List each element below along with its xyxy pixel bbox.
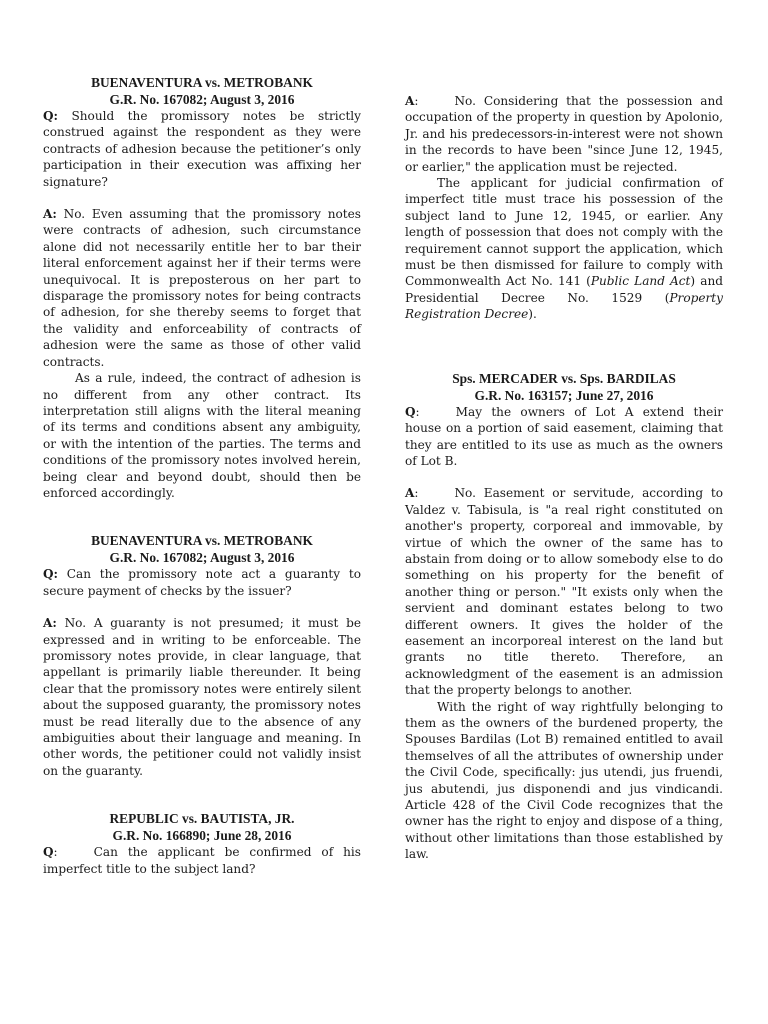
- question-label: Q:: [43, 567, 58, 582]
- statute-name: Property Registration Decree: [405, 290, 723, 322]
- answer-text: ).: [528, 307, 537, 322]
- question-label: Q: [405, 404, 416, 419]
- answer-paragraph: As a rule, indeed, the contract of adhesion is no different from any other contract. Its interpretation still aligns with the literal meaning of its terms and conditions absent any ambiguity, or with the intention of the parties. The terms and conditions of the promissory notes involved herein, being clear and beyond doubt, should then be enforced accordingly.: [43, 371, 361, 500]
- answer-label: A: [405, 486, 415, 501]
- question: [405, 404, 723, 470]
- case-grno: G.R. No. 163157; June 27, 2016: [474, 387, 654, 403]
- answer-label: A: [405, 94, 415, 108]
- case-grno: G.R. No. 167082; August 3, 2016: [109, 92, 295, 107]
- answer-text: No. Easement or servitude, according to Valdez v. Tabisula, is "a real right constituted on another's property, corporeal and immovable, by virtue of which the owner of the same has to abstain from doing or to allow somebody else to do something on his property for the benefit of another thing or person." "It exists only when the servient and dominant estates belong to two different owners. It gives the holder of the easement an incorporeal interest on the land but grants no title thereto. Therefore, an acknowledgment of the easement is an admission that the property belongs to another.: [405, 486, 723, 698]
- question: [43, 566, 361, 599]
- answer-text: The applicant for judicial confirmation of imperfect title must trace his possession of the subject land to June 12, 1945, or earlier. Any length of possession that does not comply with the requirement cannot support the application, which must be then dismissed for failure to comply with Commonwealth Act No. 141 (: [405, 176, 723, 289]
- answer: [43, 615, 361, 779]
- answer-colon: :: [414, 486, 419, 501]
- question-text: Should the promissory notes be strictly construed against the respondent as they were contracts of adhesion because the petitioner’s only participation in their execution was affixing her signature?: [43, 109, 361, 189]
- answer-colon: :: [414, 94, 419, 108]
- question: [43, 108, 361, 190]
- case-grno: G.R. No. 166890; June 28, 2016: [112, 828, 292, 844]
- question: [43, 844, 361, 877]
- answer-paragraph: With the right of way rightfully belonging to them as the owners of the burdened property, the Spouses Bardilas (Lot B) remained entitled to avail themselves of all the attributes of ownership under the Civil Code, specifically: jus utendi, jus fruendi, jus abutendi, jus disponendi and jus vindicandi. Article 428 of the Civil Code recognizes that the owner has the right to enjoy and dispose of a thing, without other limitations than those established by law.: [405, 699, 723, 862]
- answer-text: ) and Presidential Decree No. 1529 (: [405, 274, 723, 305]
- question-colon: :: [53, 845, 58, 860]
- answer: [405, 485, 723, 698]
- case-grno: G.R. No. 167082; August 3, 2016: [109, 550, 295, 566]
- question-text: May the owners of Lot A extend their house on a portion of said easement, claiming that they are entitled to its use as much as the owners of Lot B.: [405, 404, 723, 468]
- left-column: [43, 74, 361, 877]
- answer-text: No. A guaranty is not presumed; it must be expressed and in writing to be enforceable. The promissory notes provide, in clear language, that appellant is primarily liable thereunder. It being clear that the promissory notes were entirely silent about the supposed guaranty, the promissory notes must be read literally due to the absence of any ambiguities about their language and meaning. In other words, the petitioner could not validly insist on the guaranty.: [43, 616, 361, 778]
- answer-paragraph: [405, 175, 723, 323]
- question-label: Q: [43, 845, 54, 860]
- answer-text: No. Even assuming that the promissory notes were contracts of adhesion, such circumstance alone did not necessarily entitle her to bar their literal enforcement against her if their terms were unequivocal. It is preposterous on her part to disparage the promissory notes for being contracts of adhesion, for she thereby seems to forget that the validity and enforceability of contracts of adhesion were the same as those of other valid contracts.: [43, 207, 361, 369]
- case-title: Sps. MERCADER vs. Sps. BARDILAS: [452, 370, 676, 386]
- answer: [43, 206, 361, 370]
- statute-name: Public Land Act: [590, 274, 691, 289]
- right-column: [405, 93, 723, 863]
- answer-label: A:: [43, 207, 57, 222]
- question-label: Q:: [43, 109, 58, 123]
- question-text: Can the applicant be confirmed of his imperfect title to the subject land?: [43, 845, 361, 876]
- case-title: BUENAVENTURA vs. METROBANK: [91, 533, 313, 549]
- question-colon: :: [415, 404, 420, 419]
- case-title: REPUBLIC vs. BAUTISTA, JR.: [109, 811, 295, 827]
- question-text: Can the promissory note act a guaranty to secure payment of checks by the issuer?: [43, 567, 361, 598]
- answer-label: A:: [43, 616, 57, 631]
- answer-text: No. Considering that the possession and occupation of the property in question by Apolonio, Jr. and his predecessors-in-interest were not shown in the records to have been "since June 12, 1945, or earlier," the application must be rejected.: [405, 94, 723, 174]
- answer: [405, 93, 723, 175]
- case-title: BUENAVENTURA vs. METROBANK: [91, 75, 313, 90]
